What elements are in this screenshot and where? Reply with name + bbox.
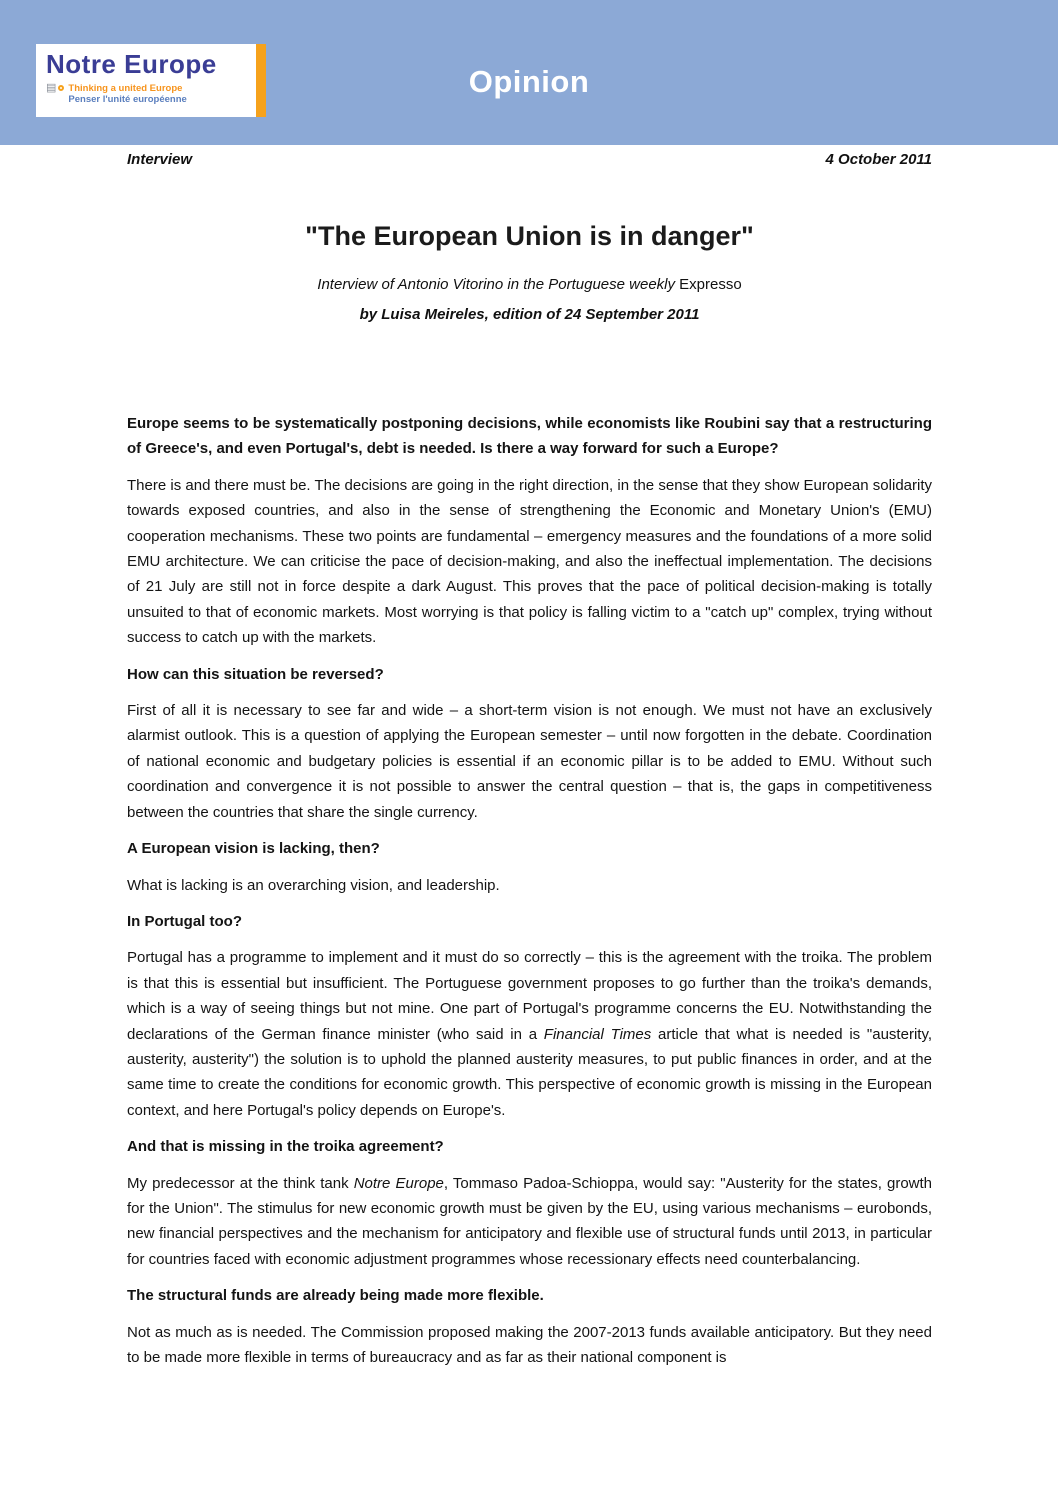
text-run: First of all it is necessary to see far and wide – a short-term vision is not enough. We must not have an exclusively alarmist outlook. This is a question of applying the European semester – until now forgotten in the debate. Coordination of national economic and budgetary policies is essential if an economic pillar is to be added to EMU. Without such coordination and convergence it is not possible to answer the central question – that is, the gaps in competitiveness between the countries that share the single currency. bbox=[127, 702, 932, 821]
answer-paragraph bbox=[127, 945, 932, 1123]
answer-paragraph bbox=[127, 473, 932, 651]
text-run: And that is missing in the troika agreement? bbox=[127, 1138, 444, 1156]
doc-type-label: Interview bbox=[127, 151, 193, 168]
question-paragraph bbox=[127, 909, 932, 934]
italic-text: Notre Europe bbox=[353, 1174, 444, 1192]
text-run: A European vision is lacking, then? bbox=[127, 840, 380, 858]
text-run: How can this situation be reversed? bbox=[127, 665, 384, 683]
article-body bbox=[127, 220, 932, 1381]
article-byline: by Luisa Meireles, edition of 24 September 2011 bbox=[359, 306, 700, 323]
text-run: What is lacking is an overarching vision, and leadership. bbox=[127, 876, 500, 894]
meta-row bbox=[127, 151, 932, 168]
banner-title: Opinion bbox=[468, 64, 590, 99]
question-paragraph bbox=[127, 662, 932, 687]
answer-paragraph bbox=[127, 873, 932, 898]
question-paragraph bbox=[127, 411, 932, 462]
text-run: Expresso bbox=[679, 276, 742, 293]
text-run: Portugal has a programme to implement and it must do so correctly – this is the agreement with the troika. The problem is that this is essential but insufficient. The Portuguese government proposes to go further than the troika's demands, which is a way of seeing things but not mine. One part of Portugal's programme concerns the EU. Notwithstanding the declarations of the German finance minister (who said in a bbox=[127, 949, 932, 1043]
article-subtitle bbox=[127, 276, 932, 293]
answer-paragraph bbox=[127, 1320, 932, 1371]
qa-section bbox=[127, 411, 932, 1370]
italic-text: Interview of Antonio Vitorino in the Portuguese weekly bbox=[317, 276, 680, 293]
text-run: article that what is needed is "austerity, austerity, austerity") the solution is to uphold the planned austerity measures, to put public finances in order, and at the same time to create the conditions for economic growth. This perspective of economic growth is missing in the European context, and here Portugal's policy depends on Europe's. bbox=[127, 1025, 932, 1119]
answer-paragraph bbox=[127, 698, 932, 825]
text-run: , Tommaso Padoa-Schioppa, would say: "Austerity for the states, growth for the Union". The stimulus for new economic growth must be given by the EU, using various mechanisms – eurobonds, new financial perspectives and the mechanism for anticipatory and flexible use of structural funds until 2013, in particular for countries faced with economic adjustment programmes whose recessionary effects need counterbalancing. bbox=[127, 1174, 933, 1268]
logo-wordmark: Notre Europe bbox=[46, 49, 217, 79]
text-run: In Portugal too? bbox=[127, 912, 242, 930]
article-title: "The European Union is in danger" bbox=[305, 221, 754, 251]
text-run: The structural funds are already being made more flexible. bbox=[127, 1287, 544, 1305]
italic-text: Financial Times bbox=[543, 1025, 652, 1043]
doc-date: 4 October 2011 bbox=[825, 151, 932, 168]
text-run: Europe seems to be systematically postponing decisions, while economists like Roubini say that a restructuring of Greece's, and even Portugal's, debt is needed. Is there a way forward for such a Europe? bbox=[127, 415, 932, 458]
answer-paragraph bbox=[127, 1171, 932, 1273]
text-run: There is and there must be. The decisions are going in the right direction, in the sense that they show European solidarity towards exposed countries, and also in the sense of strengthening the Economic and Monetary Union's (EMU) cooperation mechanisms. These two points are fundamental – emergency measures and the foundations of a more solid EMU architecture. We can criticise the pace of decision-making, and also the ineffectual implementation. The decisions of 21 July are still not in force despite a dark August. This proves that the pace of political decision-making is totally unsuited to that of economic markets. Most worrying is that policy is falling victim to a "catch up" complex, trying without success to catch up with the markets. bbox=[127, 476, 932, 647]
question-paragraph bbox=[127, 836, 932, 861]
text-run: Not as much as is needed. The Commission proposed making the 2007-2013 funds available anticipatory. But they need to be made more flexible in terms of bureaucracy and as far as their national component is bbox=[127, 1323, 932, 1366]
logo-tagline-fr: Penser l'unité européenne bbox=[68, 94, 187, 106]
logo-grid-icon: ▤ bbox=[46, 81, 57, 94]
header-banner bbox=[0, 0, 1058, 145]
text-run: My predecessor at the think tank bbox=[127, 1174, 354, 1192]
logo-tagline-en: Thinking a united Europe bbox=[68, 82, 183, 94]
question-paragraph bbox=[127, 1134, 932, 1159]
question-paragraph bbox=[127, 1283, 932, 1308]
